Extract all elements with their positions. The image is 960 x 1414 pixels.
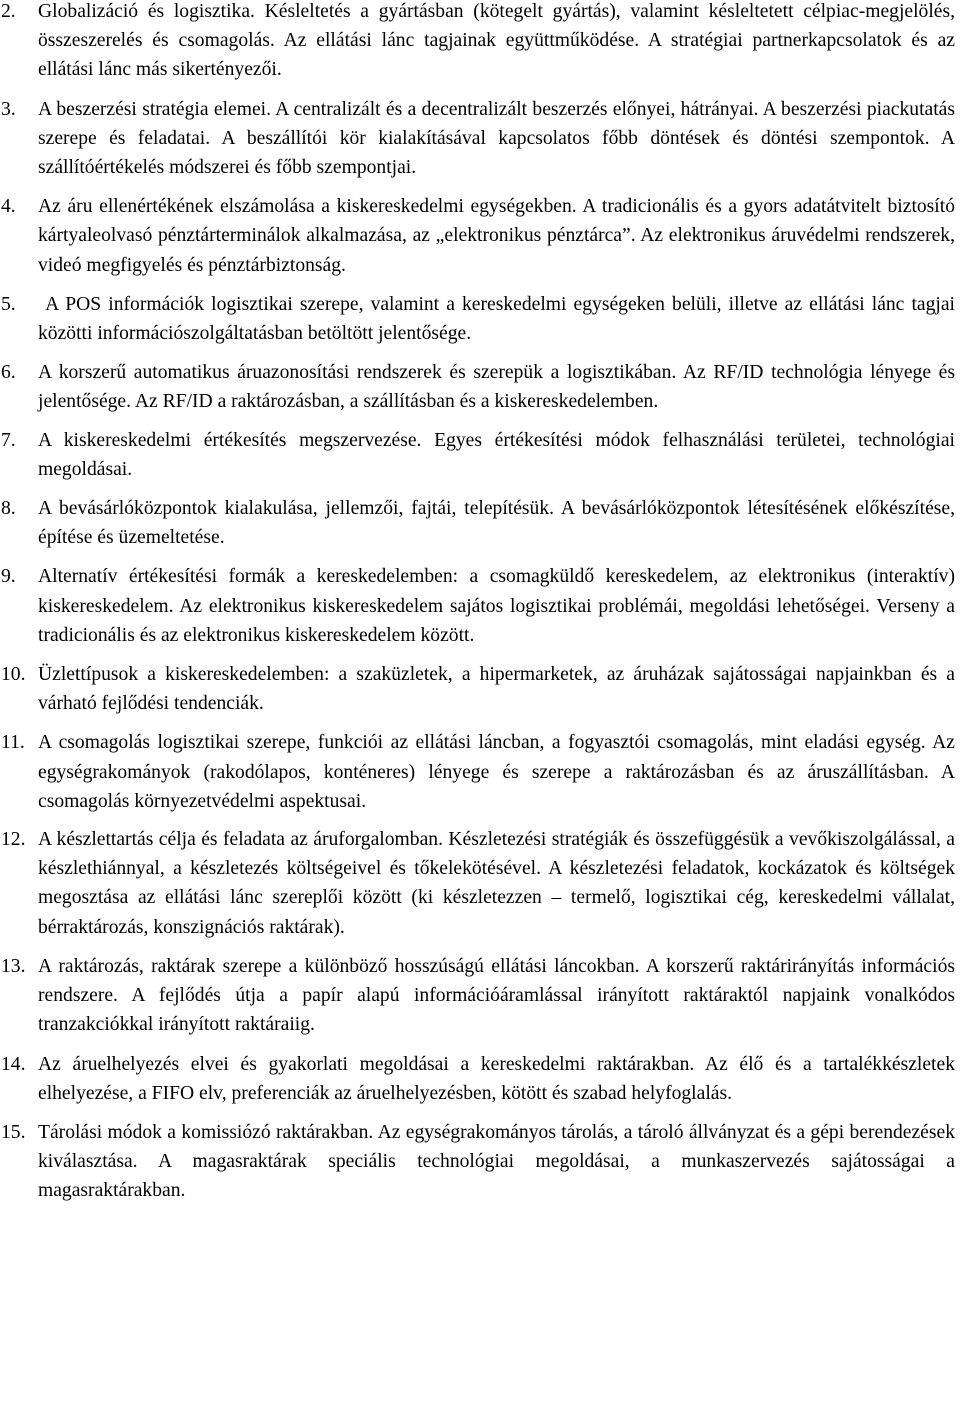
item-text: A készlettartás célja és feladata az áruforgalomban. Készletezési stratégiák és összefüggésük a vevőkiszolgálással, a készlethiánnyal, a készletezés költségeivel és tőkelekötésével. A készletezési feladatok, kockázatok és költségek megosztása az ellátási lánc szereplői között (ki készletezzen – termelő, logisztikai cég, kereskedelmi vállalat, bérraktározás, konszignációs raktárak). — [38, 829, 955, 938]
list-item — [0, 290, 960, 348]
item-text: Az áruelhelyezés elvei és gyakorlati megoldásai a kereskedelmi raktárakban. Az élő és a tartalékkészletek elhelyezése, a FIFO elv, preferenciák az áruelhelyezésben, kötött és szabad helyfoglalás. — [38, 1053, 955, 1104]
list-item — [0, 825, 960, 942]
item-number: 14. — [1, 1053, 26, 1075]
list-item — [0, 1050, 960, 1108]
item-text: A raktározás, raktárak szerepe a különböző hosszúságú ellátási láncokban. A korszerű raktárirányítás információs rendszere. A fejlődés útja a papír alapú információáramlással irányított raktáraktól napjaink vonalkódos tranzakciókkal irányított raktáraiig. — [38, 955, 955, 1036]
item-number: 2. — [1, 1, 16, 22]
list-item — [0, 426, 960, 484]
list-item — [0, 192, 960, 280]
item-text: A korszerű automatikus áruazonosítási rendszerek és szerepük a logisztikában. Az RF/ID technológia lényege és jelentősége. Az RF/ID a raktározásban, a szállításban és a kiskereskedelemben. — [38, 362, 955, 413]
item-text: A kiskereskedelmi értékesítés megszervezése. Egyes értékesítési módok felhasználási területei, technológiai megoldásai. — [38, 429, 955, 480]
item-text: Alternatív értékesítési formák a kereskedelemben: a csomagküldő kereskedelem, az elektronikus (interaktív) kiskereskedelem. Az elektronikus kiskereskedelem sajátos logisztikai problémái, megoldási lehetőségei. Verseny a tradicionális és az elektronikus kiskereskedelem között. — [38, 566, 955, 646]
item-text: A bevásárlóközpontok kialakulása, jellemzői, fajtái, telepítésük. A bevásárlóközpontok létesítésének előkészítése, építése és üzemeltetése. — [38, 498, 955, 549]
list-item — [0, 1118, 960, 1206]
item-number: 8. — [1, 498, 16, 520]
item-text: Globalizáció és logisztika. Késleltetés a gyártásban (kötegelt gyártás), valamint késleltetett célpiac-megjelölés, összeszerelés és csomagolás. Az ellátási lánc tagjainak együttműködése. A stratégiai partnerkapcsolatok és az ellátási lánc más sikertényezői. — [38, 1, 955, 81]
list-item — [0, 660, 960, 718]
item-number: 4. — [1, 196, 16, 218]
item-text: Az áru ellenértékének elszámolása a kiskereskedelmi egységekben. A tradicionális és a gyors adatátvitelt biztosító kártyaleolvasó pénztárterminálok alkalmazása, az „elektronikus pénztárca”. Az elektronikus áruvédelmi rendszerek, videó megfigyelés és pénztárbiztonság. — [38, 196, 955, 276]
item-number: 3. — [1, 98, 16, 120]
list-item — [0, 95, 960, 183]
item-number: 9. — [1, 566, 16, 588]
item-number: 6. — [1, 362, 16, 384]
list-item — [0, 494, 960, 552]
item-number: 5. — [1, 293, 16, 315]
list-item — [0, 562, 960, 650]
item-text: A POS információk logisztikai szerepe, valamint a kereskedelmi egységeken belüli, illetve az ellátási lánc tagjai közötti információszolgáltatásban betöltött jelentősége. — [38, 293, 960, 345]
item-number: 11. — [1, 732, 25, 754]
item-text: A beszerzési stratégia elemei. A centralizált és a decentralizált beszerzés előnyei, hátrányai. A beszerzési piackutatás szerepe és feladatai. A beszállítói kör kialakításával kapcsolatos főbb döntések és döntési szempontok. A szállítóértékelés módszerei és főbb szempontjai. — [38, 98, 955, 179]
item-number: 13. — [1, 955, 26, 977]
item-number: 7. — [1, 429, 16, 451]
item-text: Üzlettípusok a kiskereskedelemben: a szaküzletek, a hipermarketek, az áruházak sajátosságai napjainkban és a várható fejlődési tendenciák. — [38, 664, 955, 715]
item-number: 15. — [1, 1121, 26, 1143]
item-text: A csomagolás logisztikai szerepe, funkciói az ellátási láncban, a fogyasztói csomagolás, mint eladási egység. Az egységrakományok (rakodólapos, konténeres) lényege és szerepe a raktározásban és az áruszállításban. A csomagolás környezetvédelmi aspektusai. — [38, 732, 955, 812]
list-item — [0, 728, 960, 816]
list-item — [0, 952, 960, 1040]
item-number: 12. — [1, 829, 26, 851]
item-number: 10. — [1, 664, 26, 686]
list-item — [0, 358, 960, 416]
list-item — [0, 0, 960, 85]
item-text: Tárolási módok a komissiózó raktárakban. Az egységrakományos tárolás, a tároló állványzat és a gépi berendezések kiválasztása. A magasraktárak speciális technológiai megoldásai, a munkaszervezés sajátosságai a magasraktárakban. — [38, 1121, 955, 1202]
